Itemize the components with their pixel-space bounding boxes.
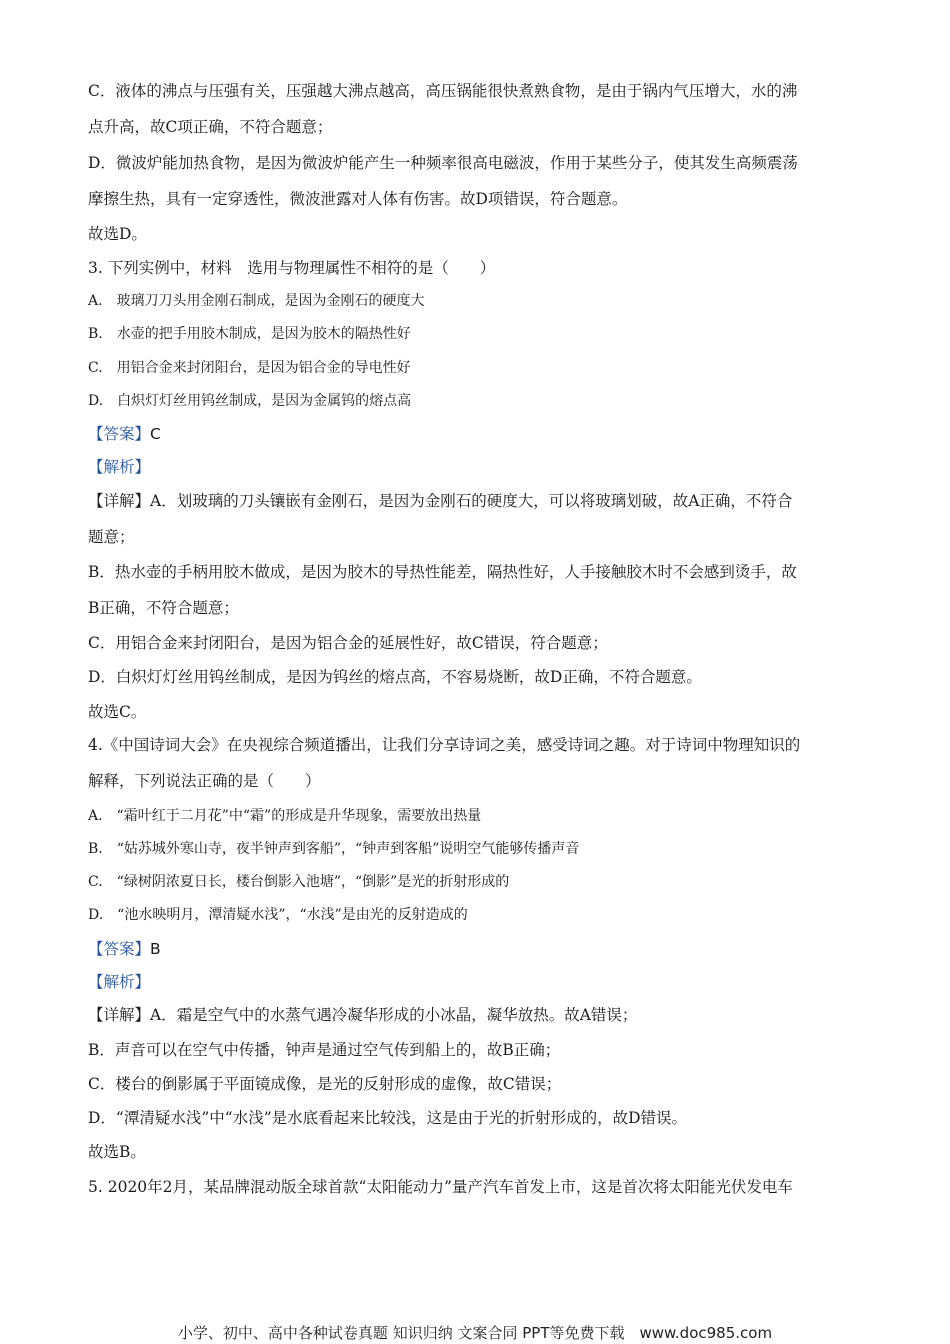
answer-line bbox=[88, 423, 878, 445]
question-4-option-b: B. “姑苏城外寒山寺，夜半钟声到客船”，“钟声到客船”说明空气能够传播声音 bbox=[88, 841, 580, 857]
text-line: 点升高，故C项正确，不符合题意； bbox=[88, 118, 333, 136]
question-4-option-a: A. “霜叶红于二月花”中“霜”的形成是升华现象，需要放出热量 bbox=[88, 808, 482, 824]
answer-value: C bbox=[150, 425, 161, 443]
question-3-option-d: D. 白炽灯灯丝用钨丝制成，是因为金属钨的熔点高 bbox=[88, 393, 412, 409]
answer-value: B bbox=[150, 940, 161, 958]
text-line: 故选B。 bbox=[88, 1143, 146, 1161]
question-3-option-c: C. 用铝合金来封闭阳台，是因为铝合金的导电性好 bbox=[88, 360, 411, 376]
text-line: C．液体的沸点与压强有关，压强越大沸点越高，高压锅能很快煮熟食物，是由于锅内气压增大，水的沸 bbox=[88, 82, 798, 100]
question-3-option-a: A. 玻璃刀刀头用金刚石制成，是因为金刚石的硬度大 bbox=[88, 293, 425, 309]
detail-text: A．霜是空气中的水蒸气遇冷凝华形成的小冰晶，凝华放热。故A错误； bbox=[150, 1006, 638, 1024]
text-line: 摩擦生热，具有一定穿透性，微波泄露对人体有伤害。故D项错误，符合题意。 bbox=[88, 190, 628, 208]
analysis-tag: 【解析】 bbox=[88, 973, 151, 991]
detail-tag: 【详解】 bbox=[88, 492, 151, 510]
detail-text: A．划玻璃的刀头镶嵌有金刚石，是因为金刚石的硬度大，可以将玻璃划破，故A正确，不符合 bbox=[150, 492, 793, 510]
page-footer: 小学、初中、高中各种试卷真题 知识归纳 文案合同 PPT等免费下载 www.doc985.com bbox=[177, 1324, 773, 1342]
question-4-stem: 4.《中国诗词大会》在央视综合频道播出，让我们分享诗词之美，感受诗词之趣。对于诗词中物理知识的 bbox=[88, 736, 801, 754]
text-line: C．楼台的倒影属于平面镜成像，是光的反射形成的虚像，故C错误； bbox=[88, 1075, 562, 1093]
text-line: 故选C。 bbox=[88, 703, 147, 721]
text-line: D．“潭清疑水浅”中“水浅”是水底看起来比较浅，这是由于光的折射形成的，故D错误。 bbox=[88, 1109, 688, 1127]
answer-line bbox=[88, 938, 878, 960]
question-3-stem: 3. 下列实例中，材料 选用与物理属性不相符的是（ ） bbox=[88, 259, 496, 277]
text-line: 解释，下列说法正确的是（ ） bbox=[88, 772, 321, 790]
question-5-stem: 5. 2020年2月，某品牌混动版全球首款“太阳能动力”量产汽车首发上市，这是首次将太阳能光伏发电车 bbox=[88, 1178, 793, 1196]
text-line: B．声音可以在空气中传播，钟声是通过空气传到船上的，故B正确； bbox=[88, 1041, 561, 1059]
text-line: 题意； bbox=[88, 528, 135, 546]
detail-line bbox=[88, 1004, 878, 1026]
answer-tag: 【答案】 bbox=[88, 940, 151, 958]
text-line: 故选D。 bbox=[88, 225, 147, 243]
text-line: B．热水壶的手柄用胶木做成，是因为胶木的导热性能差，隔热性好，人手接触胶木时不会感到烫手，故 bbox=[88, 563, 797, 581]
answer-tag: 【答案】 bbox=[88, 425, 151, 443]
question-4-option-c: C. “绿树阴浓夏日长，楼台倒影入池塘”，“倒影”是光的折射形成的 bbox=[88, 874, 510, 890]
analysis-tag: 【解析】 bbox=[88, 458, 151, 476]
text-line: D．白炽灯灯丝用钨丝制成，是因为钨丝的熔点高，不容易烧断，故D正确，不符合题意。 bbox=[88, 668, 702, 686]
question-4-option-d: D. “池水映明月，潭清疑水浅”，“水浅”是由光的反射造成的 bbox=[88, 907, 468, 923]
detail-tag: 【详解】 bbox=[88, 1006, 151, 1024]
text-line: C．用铝合金来封闭阳台，是因为铝合金的延展性好，故C错误，符合题意； bbox=[88, 634, 608, 652]
question-3-option-b: B. 水壶的把手用胶木制成，是因为胶木的隔热性好 bbox=[88, 326, 411, 342]
detail-line bbox=[88, 490, 878, 512]
text-line: D．微波炉能加热食物，是因为微波炉能产生一种频率很高电磁波，作用于某些分子，使其发生高频震荡 bbox=[88, 154, 798, 172]
text-line: B正确，不符合题意； bbox=[88, 599, 239, 617]
